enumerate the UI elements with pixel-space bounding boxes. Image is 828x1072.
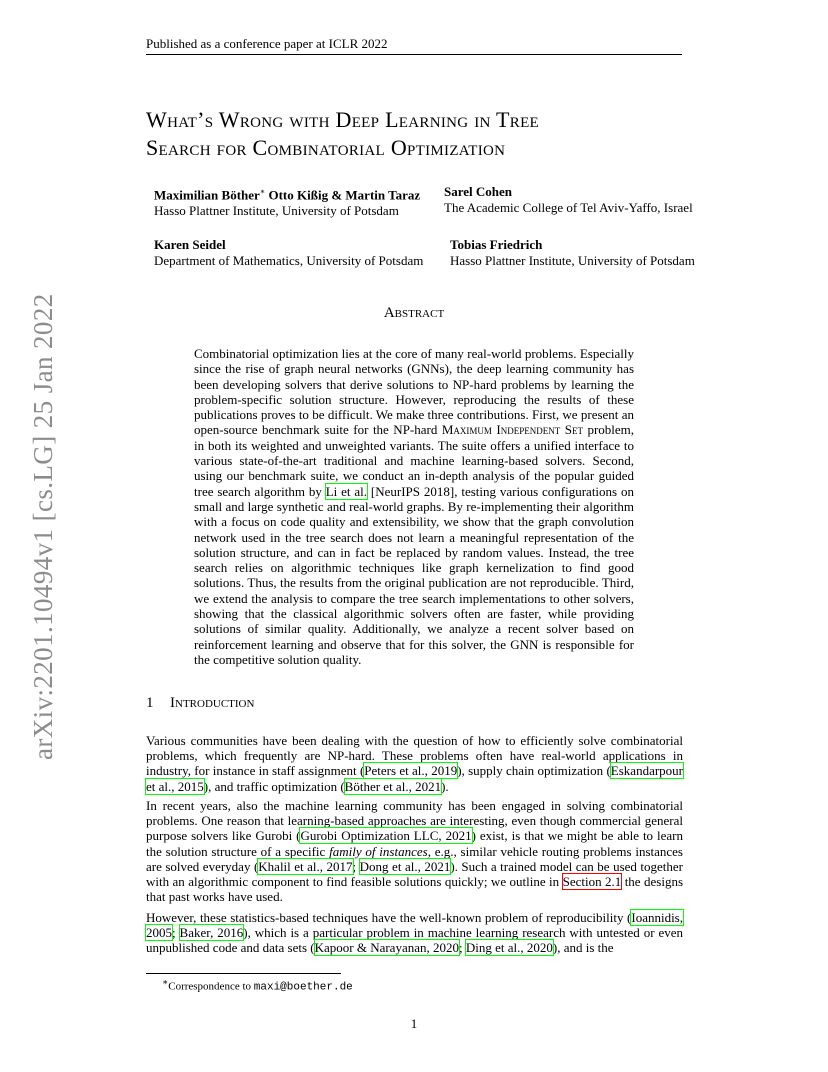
title-line-2: Search for Combinatorial Optimization xyxy=(146,135,506,160)
body-text: In recent years, also the machine learning community has been engaged in solving combinatorial problems. One reason that learning-based approaches are interesting, even though commercial general purpose solvers like Gurobi ( xyxy=(146,798,683,844)
author-group-1 xyxy=(154,184,420,219)
body-text: ). xyxy=(441,778,449,794)
citation-link[interactable]: Ioannidis, 2005 xyxy=(146,910,683,941)
body-text: Various communities have been dealing with the question of how to efficiently solve combinatorial problems, which frequently are NP-hard. These problems often have real-world applications in industry, for instance in staff assignment ( xyxy=(146,733,683,779)
page-number: 1 xyxy=(410,1016,418,1031)
footnote xyxy=(162,977,353,994)
section-link[interactable]: Section 2.1 xyxy=(562,874,622,890)
footnote-marker[interactable]: ∗ xyxy=(259,187,266,196)
body-text: ; xyxy=(459,940,466,956)
author-affiliation: Department of Mathematics, University of Potsdam xyxy=(154,253,424,268)
body-text: ; xyxy=(172,925,180,941)
body-text: ). Such a trained model can be used together with an algorithmic component to find feasible solutions quickly; we outline in xyxy=(146,858,683,890)
emphasis-text: family of instances xyxy=(329,843,428,859)
abstract-text: Combinatorial optimization lies at the core of many real-world problems. Especially since the rise of graph neural networks (GNNs), the deep learning community has been developing solvers that derive solutions to NP-hard problems by learning the problem-specific solution structure. However, reproducing the results of these publications proves to be difficult. We make three contributions. First, we present an open-source benchmark suite for the NP-hard xyxy=(194,346,634,438)
citation-link[interactable]: Peters et al., 2019 xyxy=(364,763,458,779)
body-text: ) exist, is that we might be able to learn the solution structure of a specific xyxy=(146,828,683,859)
author-group-4 xyxy=(450,237,695,269)
body-text: ), and is the xyxy=(552,940,614,956)
paper-title xyxy=(146,106,706,162)
author-names xyxy=(154,184,420,203)
footnote-rule xyxy=(146,973,341,974)
problem-name: Maximum Independent Set xyxy=(441,422,583,438)
abstract-text: [NeurIPS 2018], testing various configurations on small and large synthetic and real-world graphs. By re-implementing their algorithm with a focus on code quality and extensibility, we show that the graph convolution network used in the tree search does not learn a meaningful representation of the solution structure, and can in fact be replaced by random values. Instead, the tree search relies on algorithmic techniques like graph kernelization to find good solutions. Thus, the results from the original publication are not reproducible. Third, we extend the analysis to compare the tree search implementations to other solvers, showing that the classical algorithmic solvers often are faster, while providing solutions of similar quality. Additionally, we analyze a recent solver based on reinforcement learning and observe that for this solver, the GNN is responsible for the competitive solution quality. xyxy=(194,483,634,667)
arxiv-stamp: arXiv:2201.10494v1 [cs.LG] 25 Jan 2022 xyxy=(28,293,58,760)
citation-link[interactable]: Gurobi Optimization LLC, 2021 xyxy=(300,828,472,844)
section-title: Introduction xyxy=(170,695,255,711)
intro-paragraph-2 xyxy=(146,798,683,904)
body-text: ; xyxy=(352,858,360,874)
author-group-3 xyxy=(154,237,423,269)
citation-link[interactable]: Kapoor & Narayanan, 2020 xyxy=(314,940,459,956)
abstract-body xyxy=(194,346,634,667)
intro-paragraph-1 xyxy=(146,733,683,794)
intro-paragraph-3 xyxy=(146,910,683,956)
body-text: ), supply chain optimization ( xyxy=(457,763,611,779)
body-text: However, these statistics-based techniques have the well-known problem of reproducibility ( xyxy=(146,910,632,925)
title-line-1: What’s Wrong with Deep Learning in Tree xyxy=(146,107,540,132)
citation-link[interactable]: Khalil et al., 2017 xyxy=(258,858,353,874)
footnote-text: Correspondence to xyxy=(168,980,254,993)
body-text: ), and traffic optimization ( xyxy=(203,778,345,794)
author-affiliation: The Academic College of Tel Aviv-Yaffo, Israel xyxy=(444,200,693,215)
citation-link[interactable]: Dong et al., 2021 xyxy=(359,858,451,874)
author-name: Tobias Friedrich xyxy=(450,237,543,252)
citation-link[interactable]: Li et al. xyxy=(325,483,368,499)
author-affiliation: Hasso Plattner Institute, University of Potsdam xyxy=(154,203,399,219)
running-header: Published as a conference paper at ICLR 2022 xyxy=(146,36,388,51)
author-affiliation: Hasso Plattner Institute, University of Potsdam xyxy=(450,253,695,268)
citation-link[interactable]: Böther et al., 2021 xyxy=(344,778,442,794)
author-name: Karen Seidel xyxy=(154,237,226,252)
body-text: ), which is a particular problem in machine learning research with untested or even unpublished code and data sets ( xyxy=(146,925,683,956)
footnote-mark: ∗ xyxy=(162,977,169,987)
citation-link[interactable]: Ding et al., 2020 xyxy=(465,940,553,956)
citation-link[interactable]: Baker, 2016 xyxy=(179,925,244,941)
author-names-rest: Otto Kißig & Martin Taraz xyxy=(265,187,421,203)
citation-link[interactable]: Eskandarpour et al., 2015 xyxy=(146,763,683,794)
body-text: , e.g., similar vehicle routing problems instances are solved everyday ( xyxy=(146,843,683,874)
author-name: Sarel Cohen xyxy=(444,184,513,199)
email-link[interactable]: maxi@boether.de xyxy=(253,981,353,994)
section-heading xyxy=(146,695,254,712)
abstract-text: problem, in both its weighted and unweighted variants. The suite offers a unified interface to various state-of-the-art traditional and machine learning-based solvers. Second, using our benchmark suite, we conduct an in-depth analysis of the popular guided tree search algorithm by xyxy=(194,422,635,499)
author-group-2 xyxy=(444,184,693,216)
author-name: Maximilian Böther xyxy=(154,187,260,203)
section-number: 1 xyxy=(146,695,154,711)
body-text: the designs that past works have used. xyxy=(146,874,683,905)
header-rule xyxy=(146,54,682,55)
abstract-heading: Abstract xyxy=(383,305,445,321)
